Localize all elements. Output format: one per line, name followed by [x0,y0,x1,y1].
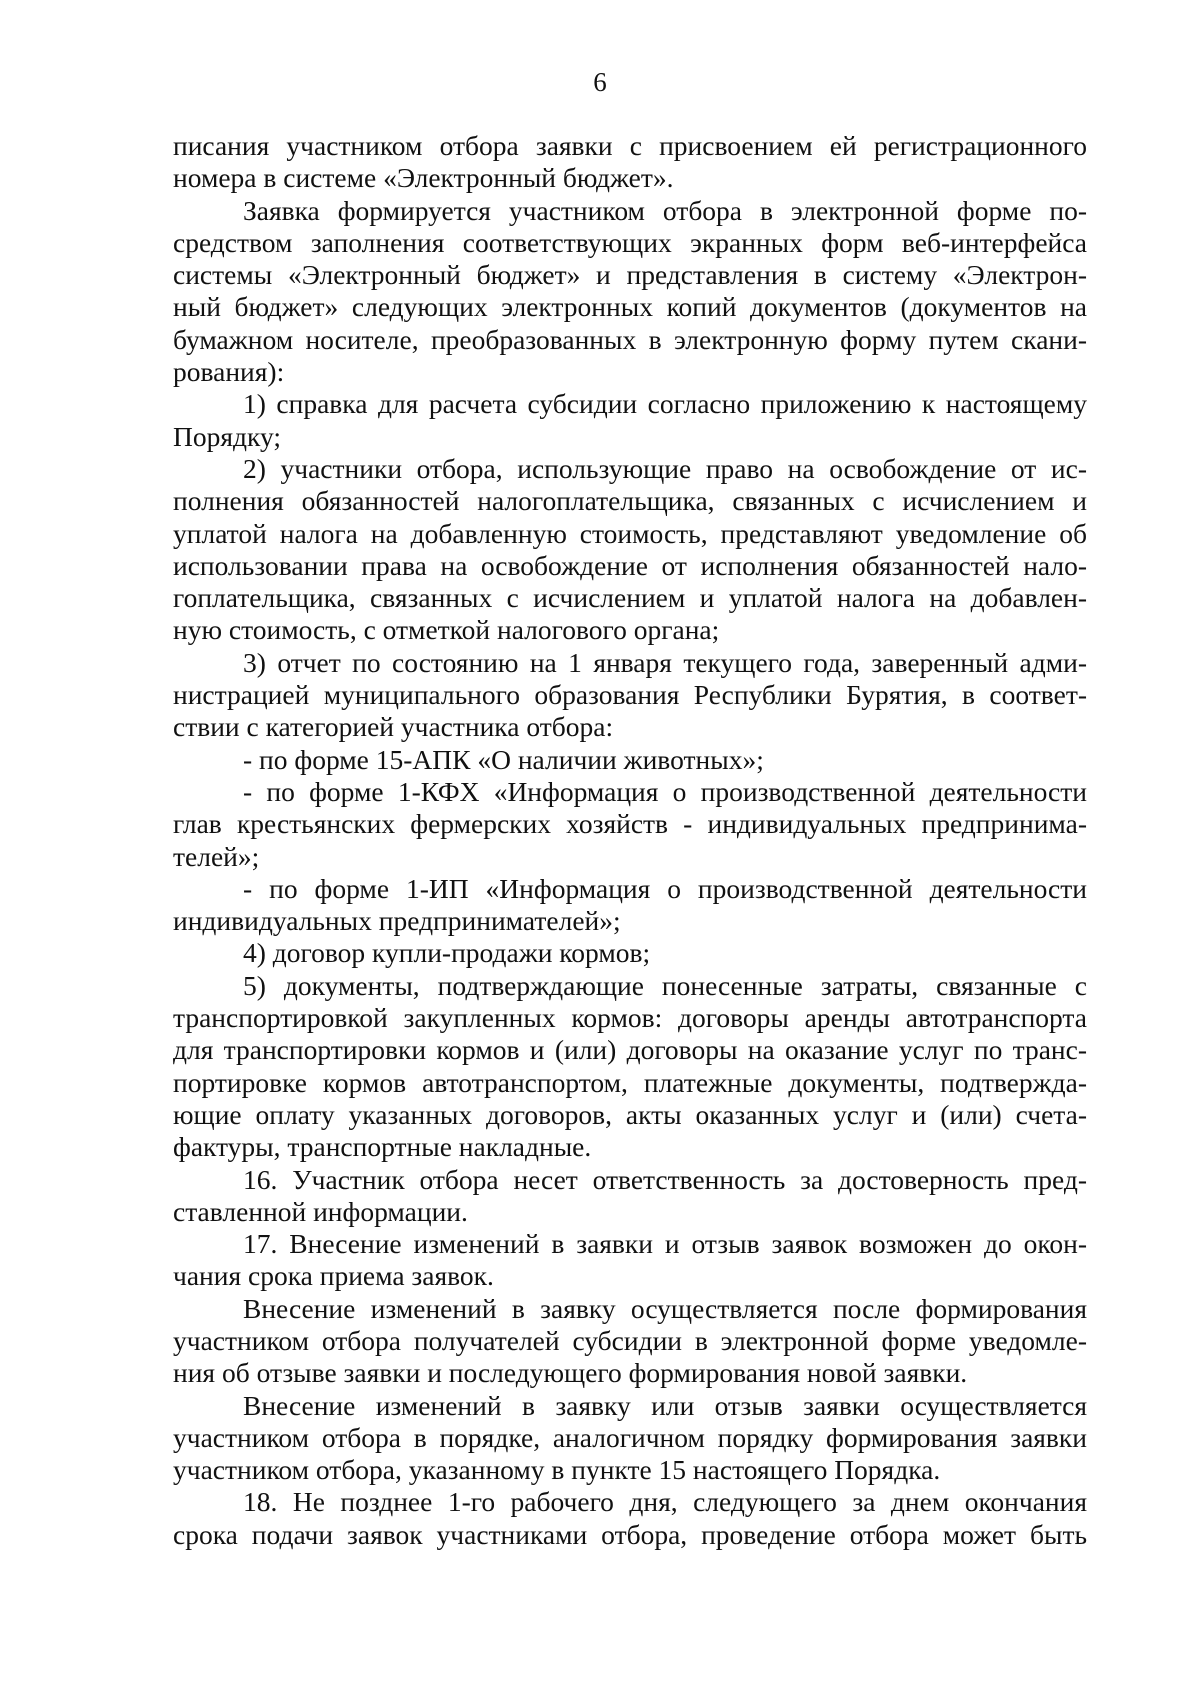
text-line: транспортировкой закупленных кормов: договоры аренды автотранспорта [173,1002,1087,1034]
text-line: номера в системе «Электронный бюджет». [173,162,674,194]
text-line: 2) участники отбора, использующие право на освобождение от ис- [243,452,1087,484]
text-line: средством заполнения соответствующих экранных форм веб-интерфейса [173,226,1087,258]
text-line: портировке кормов автотранспортом, платежные документы, подтвержда- [173,1066,1087,1098]
text-line: Внесение изменений в заявку или отзыв заявки осуществляется [243,1389,1087,1421]
text-line: ставленной информации. [173,1195,468,1227]
text-line: 3) отчет по состоянию на 1 января текущего года, заверенный адми- [243,646,1087,678]
text-line: использовании права на освобождение от исполнения обязанностей нало- [173,549,1087,581]
text-line: участником отбора получателей субсидии в электронной форме уведомле- [173,1324,1087,1356]
text-line: ющие оплату указанных договоров, акты оказанных услуг и (или) счета- [173,1098,1087,1130]
text-line: 5) документы, подтверждающие понесенные затраты, связанные с [243,969,1087,1001]
text-line: ния об отзыве заявки и последующего формирования новой заявки. [173,1357,968,1389]
text-line: полнения обязанностей налогоплательщика, связанных с исчислением и [173,485,1087,517]
text-line: 1) справка для расчета субсидии согласно приложению к настоящему [243,388,1087,420]
text-line: системы «Электронный бюджет» и представления в систему «Электрон- [173,259,1087,291]
text-line: индивидуальных предпринимателей»; [173,905,621,937]
text-line: 18. Не позднее 1-го рабочего дня, следующего за днем окончания [243,1486,1087,1518]
text-line: 17. Внесение изменений в заявки и отзыв заявок возможен до окон- [243,1228,1087,1260]
text-line: глав крестьянских фермерских хозяйств - индивидуальных предпринима- [173,808,1087,840]
text-line: писания участником отбора заявки с присвоением ей регистрационного [173,130,1087,161]
text-line: Заявка формируется участником отбора в электронной форме по- [243,194,1087,226]
text-line: 16. Участник отбора несет ответственность за достоверность пред- [243,1163,1087,1195]
text-line: фактуры, транспортные накладные. [173,1131,592,1163]
text-line: уплатой налога на добавленную стоимость, представляют уведомление об [173,517,1087,549]
text-line: - по форме 1-КФХ «Информация о производственной деятельности [243,775,1087,807]
text-line: нистрацией муниципального образования Республики Бурятия, в соответ- [173,679,1087,711]
text-line: участником отбора в порядке, аналогичном порядку формирования заявки [173,1421,1087,1453]
text-line: ную стоимость, с отметкой налогового органа; [173,614,720,646]
text-line: телей»; [173,840,260,872]
document-body [173,130,1087,1551]
text-line: срока подачи заявок участниками отбора, проведение отбора может быть [173,1518,1087,1550]
text-line: рования): [173,356,285,388]
text-line: Внесение изменений в заявку осуществляется после формирования [243,1292,1087,1324]
text-line: 4) договор купли-продажи кормов; [243,937,651,969]
text-line: бумажном носителе, преобразованных в электронную форму путем скани- [173,323,1087,355]
text-line: для транспортировки кормов и (или) договоры на оказание услуг по транс- [173,1034,1087,1066]
text-line: чания срока приема заявок. [173,1260,494,1292]
text-line: ный бюджет» следующих электронных копий документов (документов на [173,291,1087,323]
text-line: ствии с категорией участника отбора: [173,711,614,743]
text-line: гоплательщика, связанных с исчислением и уплатой налога на добавлен- [173,582,1087,614]
text-line: - по форме 15-АПК «О наличии животных»; [243,743,764,775]
text-line: участником отбора, указанному в пункте 15 настоящего Порядка. [173,1454,941,1486]
page-number: 6 [593,67,607,97]
text-line: Порядку; [173,420,281,452]
text-line: - по форме 1-ИП «Информация о производственной деятельности [243,872,1087,904]
